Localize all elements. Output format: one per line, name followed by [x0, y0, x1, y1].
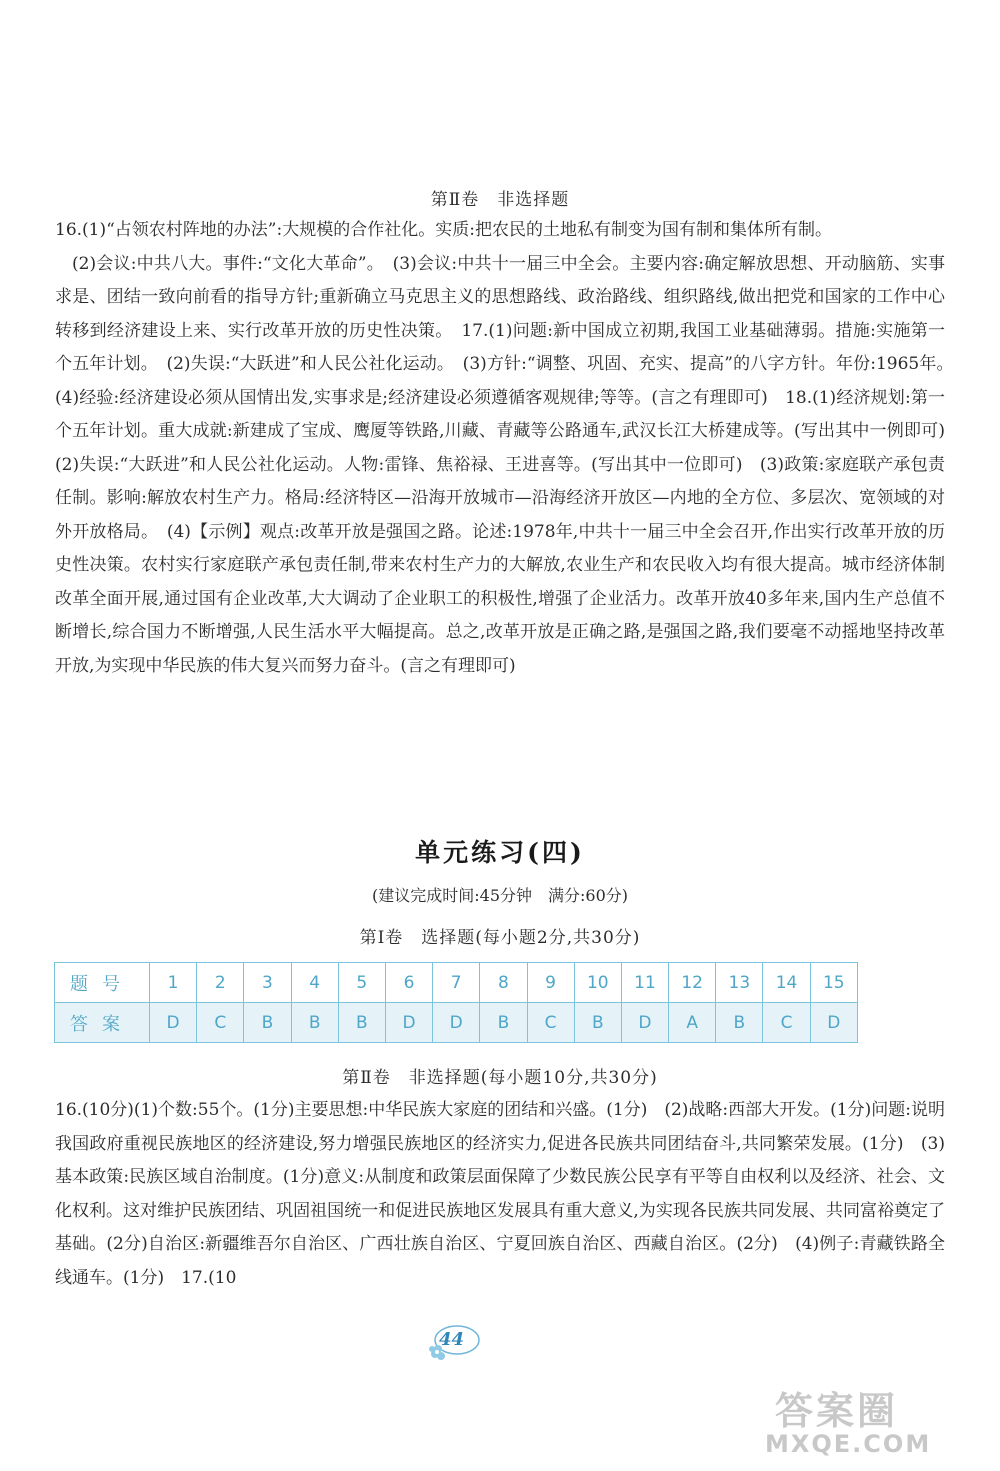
question-number: 8	[480, 963, 527, 1003]
answers-part2	[55, 1094, 945, 1295]
unit-part2-section-title: 第Ⅱ卷 非选择题(每小题10分,共30分)	[342, 1068, 658, 1088]
page-number-badge	[425, 1320, 485, 1364]
question-number: 2	[197, 963, 244, 1003]
question-number: 14	[763, 963, 810, 1003]
answer-cell: D	[150, 1003, 197, 1043]
question-number: 12	[669, 963, 716, 1003]
answer-cell: D	[621, 1003, 668, 1043]
answer-cell: D	[810, 1003, 857, 1043]
row-header-number: 题号	[55, 963, 150, 1003]
answer-cell: B	[244, 1003, 291, 1043]
answer-table	[54, 962, 858, 1043]
answer-cell: C	[763, 1003, 810, 1043]
unit-note: (建议完成时间:45分钟 满分:60分)	[372, 886, 628, 905]
answer-cell: B	[291, 1003, 338, 1043]
answer-table-number-row	[55, 963, 858, 1003]
answer-cell: D	[433, 1003, 480, 1043]
question-number: 10	[574, 963, 621, 1003]
answer-paragraph: 16.(10分)(1)个数:55个。(1分)主要思想:中华民族大家庭的团结和兴盛。(1分) (2)战略:西部大开发。(1分)问题:说明我国政府重视民族地区的经济建设,努力增强民族地区的经济实力,促进各民族共同团结奋斗,共同繁荣发展。(1分) (3)基本政策:民族区域自治制度。(1分)意义:从制度和政策层面保障了少数民族公民享有平等自由权利以及经济、社会、文化权利。这对维护民族团结、巩固祖国统一和促进民族地区发展具有重大意义,为实现各民族共同发展、共同富裕奠定了基础。(2分)自治区:新疆维吾尔自治区、广西壮族自治区、宁夏回族自治区、西藏自治区。(2分) (4)例子:青藏铁路全线通车。(1分) 17.(10	[55, 1100, 945, 1288]
answer-cell: C	[197, 1003, 244, 1043]
answer-cell: A	[669, 1003, 716, 1043]
question-number: 9	[527, 963, 574, 1003]
unit-title: 单元练习(四)	[415, 838, 585, 867]
question-number: 13	[716, 963, 763, 1003]
question-number: 4	[291, 963, 338, 1003]
answer-cell: B	[480, 1003, 527, 1043]
question-number: 6	[385, 963, 432, 1003]
page-number: 44	[439, 1329, 465, 1350]
question-number: 1	[150, 963, 197, 1003]
part1-section-title: 第Ⅰ卷 选择题(每小题2分,共30分)	[359, 928, 641, 948]
part2-section-title: 第Ⅱ卷 非选择题	[430, 190, 570, 210]
answer-cell: C	[527, 1003, 574, 1043]
answer-cell: B	[338, 1003, 385, 1043]
answer-cell: B	[716, 1003, 763, 1043]
row-header-answer: 答案	[55, 1003, 150, 1043]
question-number: 7	[433, 963, 480, 1003]
watermark-main: 答案圈	[775, 1389, 899, 1433]
question-number: 5	[338, 963, 385, 1003]
answers-part1	[55, 214, 962, 683]
answer-cell: B	[574, 1003, 621, 1043]
answer-table-answer-row	[55, 1003, 858, 1043]
watermark	[745, 1380, 985, 1468]
answer-cell: D	[385, 1003, 432, 1043]
question-number: 15	[810, 963, 857, 1003]
answer-paragraph: (2)会议:中共八大。事件:“文化大革命”。 (3)会议:中共十一届三中全会。主要内容:确定解放思想、开动脑筋、实事求是、团结一致向前看的指导方针;重新确立马克思主义的思想路线、政治路线、组织路线,做出把党和国家的工作中心转移到经济建设上来、实行改革开放的历史性决策。 17.(1)问题:新中国成立初期,我国工业基础薄弱。措施:实施第一个五年计划。 (2)失误:“大跃进”和人民公社化运动。 (3)方针:“调整、巩固、充实、提高”的八字方针。年份:1965年。 (4)经验:经济建设必须从国情出发,实事求是;经济建设必须遵循客观规律;等等。(言之有理即可) 18.(1)经济规划:第一个五年计划。重大成就:新建成了宝成、鹰厦等铁路,川藏、青藏等公路通车,武汉长江大桥建成等。(写出其中一例即可) (2)失误:“大跃进”和人民公社化运动。人物:雷锋、焦裕禄、王进喜等。(写出其中一位即可) (3)政策:家庭联产承包责任制。影响:解放农村生产力。格局:经济特区—沿海开放城市—沿海经济开放区—内地的全方位、多层次、宽领域的对外开放格局。 (4)【示例】观点:改革开放是强国之路。论述:1978年,中共十一届三中全会召开,作出实行改革开放的历史性决策。农村实行家庭联产承包责任制,带来农村生产力的大解放,农业生产和农民收入均有很大提高。城市经济体制改革全面开展,通过国有企业改革,大大调动了企业职工的积极性,增强了企业活力。改革开放40多年来,国内生产总值不断增长,综合国力不断增强,人民生活水平大幅提高。总之,改革开放是正确之路,是强国之路,我们要毫不动摇地坚持改革开放,为实现中华民族的伟大复兴而努力奋斗。(言之有理即可)	[55, 253, 962, 676]
question-number: 3	[244, 963, 291, 1003]
answer-line-16-1: 16.(1)“占领农村阵地的办法”:大规模的合作社化。实质:把农民的土地私有制变为国有制和集体所有制。	[55, 220, 832, 240]
watermark-url: MXQE.COM	[765, 1430, 932, 1458]
question-number: 11	[621, 963, 668, 1003]
